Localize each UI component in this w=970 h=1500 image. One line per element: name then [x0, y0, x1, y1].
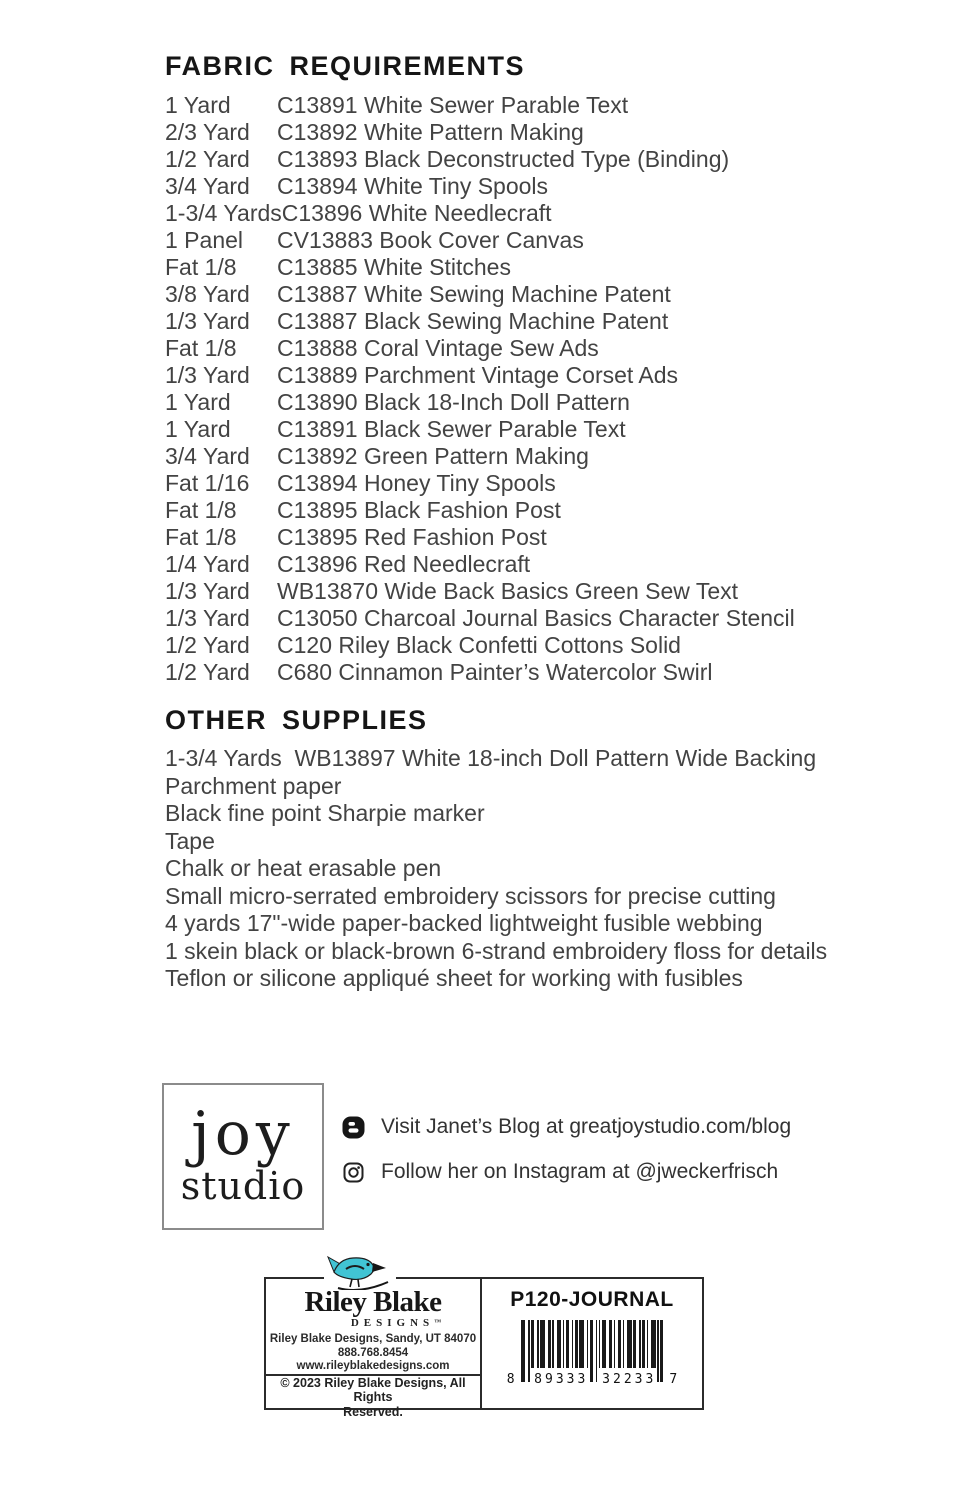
- fabric-desc: C13885 White Stitches: [277, 253, 511, 280]
- fabric-requirements-list: [165, 92, 955, 686]
- barcode-digit-group1: 89333: [534, 1372, 589, 1387]
- publisher-box: [264, 1277, 704, 1419]
- fabric-qty: 1 Panel: [165, 226, 244, 253]
- fabric-row: [165, 173, 955, 200]
- fabric-requirements-title: FABRIC REQUIREMENTS: [165, 51, 526, 81]
- fabric-row: [165, 335, 955, 362]
- fabric-desc: C13894 White Tiny Spools: [277, 172, 549, 199]
- fabric-qty: 1/3 Yard: [165, 361, 250, 388]
- other-supplies-list: [165, 745, 955, 993]
- fabric-qty: 1/2 Yard: [165, 631, 250, 658]
- other-supplies-title: OTHER SUPPLIES: [165, 704, 428, 735]
- fabric-row: [165, 551, 955, 578]
- fabric-desc: C13888 Coral Vintage Sew Ads: [277, 334, 599, 361]
- brand-block: [266, 1279, 480, 1374]
- fabric-row: [165, 578, 955, 605]
- fabric-qty: 1-3/4 Yards: [165, 199, 282, 226]
- fabric-row: [165, 443, 955, 470]
- fabric-row: [165, 92, 955, 119]
- supply-line: Tape: [165, 827, 215, 854]
- brand-designs: [351, 1318, 441, 1329]
- blog-link-row: [341, 1114, 791, 1140]
- supply-line: Chalk or heat erasable pen: [165, 855, 442, 882]
- fabric-desc: C13894 Honey Tiny Spools: [277, 469, 556, 496]
- joy-studio-logo-studio: studio: [180, 1163, 306, 1208]
- joy-studio-logo-joy: joy: [191, 1098, 295, 1169]
- social-links: [341, 1114, 791, 1204]
- fabric-row: [165, 470, 955, 497]
- publisher-address: Riley Blake Designs, Sandy, UT 84070: [269, 1333, 477, 1345]
- fabric-qty: 1 Yard: [165, 91, 231, 118]
- fabric-qty: 3/4 Yard: [165, 442, 250, 469]
- fabric-desc: C13050 Charcoal Journal Basics Character Stencil: [277, 604, 795, 631]
- supply-line: 1-3/4 Yards WB13897 White 18-inch Doll Pattern Wide Backing: [165, 745, 817, 772]
- fabric-row: [165, 632, 955, 659]
- fabric-qty: 1/2 Yard: [165, 658, 250, 685]
- fabric-desc: C680 Cinnamon Painter’s Watercolor Swirl: [277, 658, 713, 685]
- supply-line: 4 yards 17"-wide paper-backed lightweight fusible webbing: [165, 910, 763, 937]
- fabric-desc: CV13883 Book Cover Canvas: [277, 226, 584, 253]
- fabric-qty: 1/3 Yard: [165, 577, 250, 604]
- fabric-qty: 1/2 Yard: [165, 145, 250, 172]
- fabric-desc: C13896 White Needlecraft: [281, 199, 552, 226]
- fabric-desc: C13887 White Sewing Machine Patent: [277, 280, 671, 307]
- fabric-row: [165, 119, 955, 146]
- fabric-desc: C13895 Red Fashion Post: [277, 523, 547, 550]
- fabric-qty: Fat 1/8: [165, 523, 237, 550]
- blog-link-text: Visit Janet’s Blog at greatjoystudio.com/blog: [381, 1115, 792, 1138]
- fabric-desc: C13896 Red Needlecraft: [277, 550, 531, 577]
- fabric-row: [165, 389, 955, 416]
- supply-line: Black fine point Sharpie marker: [165, 800, 485, 827]
- fabric-desc: C13891 Black Sewer Parable Text: [277, 415, 626, 442]
- bird-icon: [326, 1252, 394, 1290]
- fabric-row: [165, 254, 955, 281]
- publisher-info-cell: [266, 1279, 480, 1419]
- trademark-symbol: ™: [434, 1318, 442, 1326]
- content-column: [165, 52, 955, 993]
- fabric-qty: Fat 1/8: [165, 334, 237, 361]
- brand-designs-text: DESIGNS: [350, 1317, 435, 1329]
- fabric-desc: C13895 Black Fashion Post: [277, 496, 561, 523]
- fabric-row: [165, 497, 955, 524]
- fabric-desc: C13889 Parchment Vintage Corset Ads: [277, 361, 679, 388]
- fabric-qty: 1/3 Yard: [165, 604, 250, 631]
- fabric-row: [165, 659, 955, 686]
- supply-line: Small micro-serrated embroidery scissors for precise cutting: [165, 882, 776, 909]
- fabric-qty: Fat 1/8: [165, 253, 237, 280]
- fabric-qty: Fat 1/8: [165, 496, 237, 523]
- fabric-row: [165, 146, 955, 173]
- instagram-icon: [341, 1162, 365, 1183]
- supply-line: 1 skein black or black-brown 6-strand embroidery floss for details: [165, 937, 828, 964]
- sku-code: P120-JOURNAL: [510, 1288, 674, 1311]
- fabric-qty: 2/3 Yard: [165, 118, 250, 145]
- fabric-qty: 1/4 Yard: [165, 550, 250, 577]
- fabric-qty: 1/3 Yard: [165, 307, 250, 334]
- fabric-row: [165, 605, 955, 632]
- brand-name: Riley Blake: [304, 1286, 442, 1318]
- barcode-digit-group2: 32233: [602, 1372, 657, 1387]
- fabric-row: [165, 308, 955, 335]
- fabric-qty: 3/4 Yard: [165, 172, 250, 199]
- fabric-qty: 1 Yard: [165, 415, 231, 442]
- instagram-link-text: Follow her on Instagram at @jweckerfrisch: [381, 1160, 779, 1183]
- fabric-desc: C13893 Black Deconstructed Type (Binding): [277, 145, 730, 172]
- publisher-website: www.rileyblakedesigns.com: [296, 1360, 450, 1372]
- sku-barcode-cell: [480, 1279, 702, 1408]
- fabric-qty: Fat 1/16: [165, 469, 250, 496]
- barcode: [506, 1320, 678, 1387]
- copyright-line-1: © 2023 Riley Blake Designs, All Rights: [280, 1375, 466, 1404]
- fabric-desc: C13891 White Sewer Parable Text: [277, 91, 629, 118]
- fabric-desc: C13892 Green Pattern Making: [277, 442, 589, 469]
- fabric-row: [165, 200, 955, 227]
- fabric-desc: C13887 Black Sewing Machine Patent: [277, 307, 669, 334]
- fabric-desc: C120 Riley Black Confetti Cottons Solid: [277, 631, 681, 658]
- copyright-line-2: Reserved.: [343, 1404, 403, 1419]
- blogger-icon: [341, 1116, 365, 1139]
- fabric-row: [165, 227, 955, 254]
- supply-line: Parchment paper: [165, 772, 342, 799]
- supply-line: Teflon or silicone appliqué sheet for working with fusibles: [165, 965, 743, 992]
- fabric-qty: 3/8 Yard: [165, 280, 250, 307]
- publisher-phone: 888.768.8454: [337, 1346, 409, 1359]
- barcode-digit-left: 8: [506, 1372, 515, 1387]
- fabric-row: [165, 416, 955, 443]
- fabric-row: [165, 281, 955, 308]
- joy-studio-logo: [162, 1083, 324, 1230]
- copyright-cell: [266, 1374, 480, 1420]
- fabric-row: [165, 362, 955, 389]
- instagram-link-row: [341, 1159, 791, 1185]
- fabric-row: [165, 524, 955, 551]
- fabric-qty: 1 Yard: [165, 388, 231, 415]
- fabric-desc: C13892 White Pattern Making: [277, 118, 584, 145]
- fabric-desc: WB13870 Wide Back Basics Green Sew Text: [277, 577, 739, 604]
- barcode-digit-right: 7: [669, 1372, 678, 1387]
- fabric-desc: C13890 Black 18-Inch Doll Pattern: [277, 388, 630, 415]
